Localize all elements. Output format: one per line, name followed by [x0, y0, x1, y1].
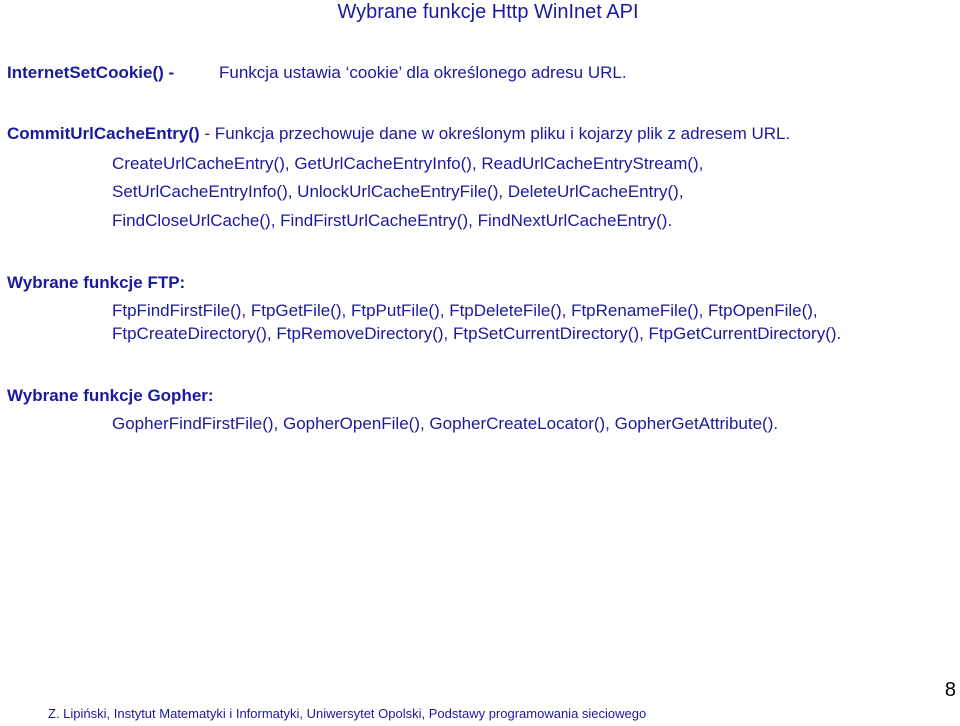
cache-functions-line-2: SetUrlCacheEntryInfo(), UnlockUrlCacheEntryFile(), DeleteUrlCacheEntry(), [112, 182, 684, 201]
function-description-commiturlcacheentry: - Funkcja przechowuje dane w określonym pliku i kojarzy plik z adresem URL. [199, 124, 791, 143]
slide-title: Wybrane funkcje Http WinInet API [337, 1, 639, 23]
ftp-functions-line-2: FtpCreateDirectory(), FtpRemoveDirectory(), FtpSetCurrentDirectory(), FtpGetCurrentDirectory(). [112, 324, 842, 343]
function-description-internetsetcookie: Funkcja ustawia ‘cookie’ dla określonego adresu URL. [219, 63, 627, 82]
commiturlcacheentry-line [7, 124, 790, 144]
ftp-heading: Wybrane funkcje FTP: [7, 273, 186, 292]
page-number: 8 [944, 679, 956, 701]
cache-functions-line-1: CreateUrlCacheEntry(), GetUrlCacheEntryInfo(), ReadUrlCacheEntryStream(), [112, 154, 704, 173]
function-name-internetsetcookie: InternetSetCookie() - [7, 63, 175, 82]
gopher-functions-line-1: GopherFindFirstFile(), GopherOpenFile(), GopherCreateLocator(), GopherGetAttribute(). [112, 414, 779, 433]
function-name-commiturlcacheentry: CommitUrlCacheEntry() [7, 124, 200, 143]
gopher-heading: Wybrane funkcje Gopher: [7, 386, 214, 405]
ftp-functions-line-1: FtpFindFirstFile(), FtpGetFile(), FtpPutFile(), FtpDeleteFile(), FtpRenameFile(), FtpOpenFile(), [112, 301, 818, 320]
footer-credits: Z. Lipiński, Instytut Matematyki i Informatyki, Uniwersytet Opolski, Podstawy programowania sieciowego [48, 706, 647, 721]
cache-functions-line-3: FindCloseUrlCache(), FindFirstUrlCacheEntry(), FindNextUrlCacheEntry(). [112, 211, 673, 230]
